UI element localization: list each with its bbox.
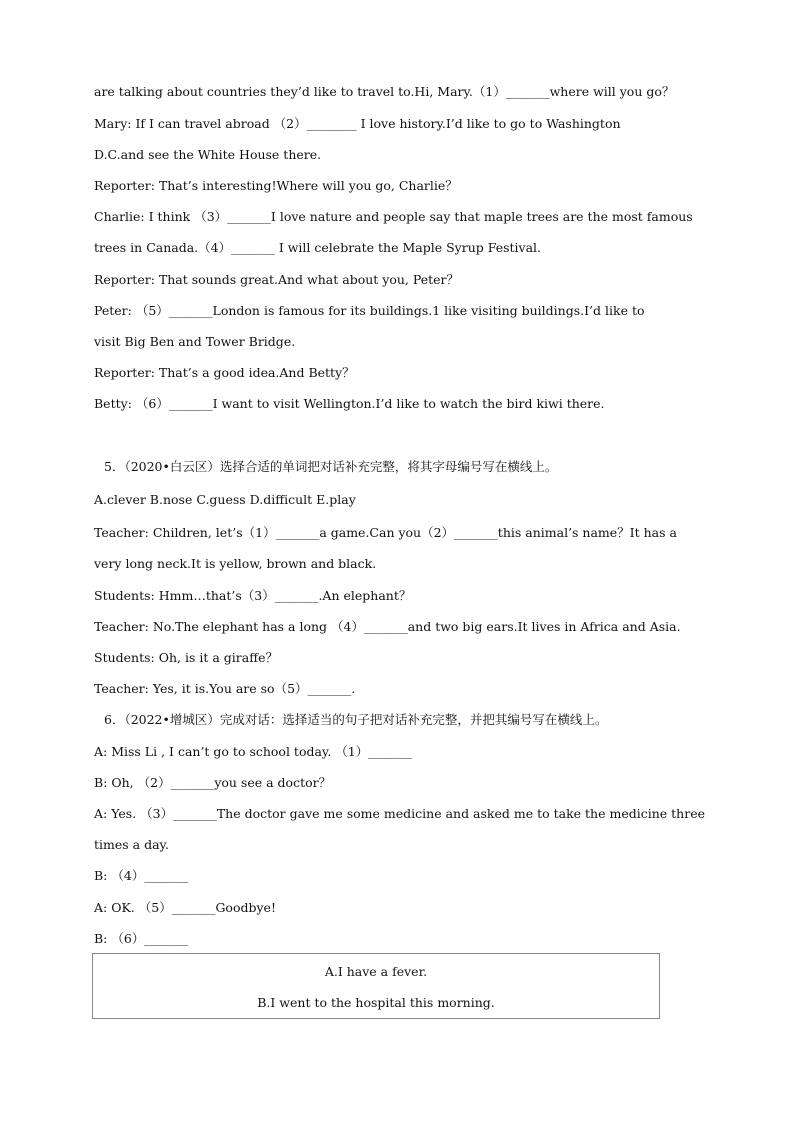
text-line: are talking about countries they’d like to travel to.Hi, Mary.（1）_______where will you go？ [94, 84, 675, 99]
question-5-heading: 5．（2020•白云区）选择合适的单词把对话补充完整，将其字母编号写在横线上。 [104, 459, 558, 474]
text-line: Betty: （6）_______I want to visit Wellington.I’d like to watch the bird kiwi there. [94, 396, 605, 411]
text-line: times a day. [94, 837, 169, 852]
text-line: B: （4）_______ [94, 868, 189, 883]
text-line: A: Miss Li , I can’t go to school today. （1）_______ [94, 744, 412, 759]
text-line: Mary: If I can travel abroad （2）________ I love history.I’d like to go to Washington [94, 116, 621, 131]
question-6-heading: 6．（2022•增城区）完成对话：选择适当的句子把对话补充完整，并把其编号写在横线上。 [104, 712, 608, 727]
text-line: Charlie: I think （3）_______I love nature and people say that maple trees are the most famous [94, 209, 693, 224]
text-line: Reporter: That sounds great.And what about you, Peter？ [94, 272, 459, 287]
sentence-option-b: B.I went to the hospital this morning. [257, 995, 495, 1010]
text-line: very long neck.It is yellow, brown and black. [94, 556, 377, 571]
sentence-options-box [92, 953, 660, 1019]
text-line: Reporter: That’s interesting!Where will you go, Charlie？ [94, 178, 458, 193]
text-line: Teacher: No.The elephant has a long （4）_______and two big ears.It lives in Africa and Asia. [94, 619, 681, 634]
text-line: Reporter: That’s a good idea.And Betty？ [94, 365, 355, 380]
text-line: trees in Canada.（4）_______ I will celebrate the Maple Syrup Festival. [94, 240, 542, 255]
text-line: A: OK. （5）_______Goodbye! [94, 900, 276, 915]
text-line: Teacher: Yes, it is.You are so（5）_______. [94, 681, 356, 696]
text-line: B: （6）_______ [94, 931, 189, 946]
text-line: visit Big Ben and Tower Bridge. [94, 334, 296, 349]
text-line: Peter: （5）_______London is famous for its buildings.1 like visiting buildings.I’d like to [94, 303, 645, 318]
sentence-option-a: A.I have a fever. [324, 964, 428, 979]
word-options: A.clever B.nose C.guess D.difficult E.play [94, 492, 356, 507]
text-line: Teacher: Children, let’s（1）_______a game.Can you（2）_______this animal’s name？It has a [94, 525, 677, 540]
text-line: D.C.and see the White House there. [94, 147, 322, 162]
text-line: Students: Hmm…that’s（3）_______.An elephant？ [94, 588, 412, 603]
text-line: A: Yes. （3）_______The doctor gave me some medicine and asked me to take the medicine three [94, 806, 705, 821]
text-line: B: Oh, （2）_______you see a doctor？ [94, 775, 332, 790]
text-line: Students: Oh, is it a giraffe？ [94, 650, 278, 665]
